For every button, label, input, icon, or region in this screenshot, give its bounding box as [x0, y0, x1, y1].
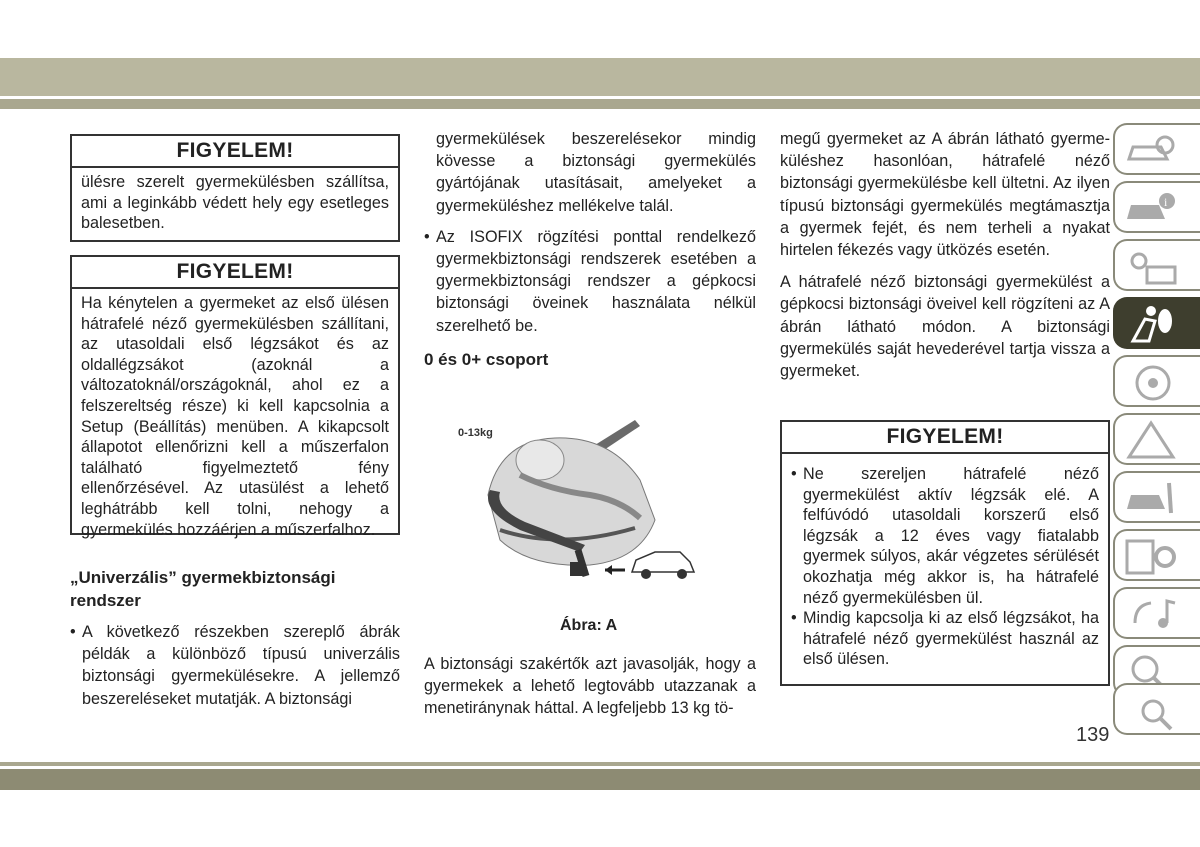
infant-seat-figure	[440, 400, 758, 600]
footer-line	[0, 762, 1200, 766]
tab-airbag-seat[interactable]	[1113, 297, 1200, 349]
header-band	[0, 58, 1200, 96]
tab-index[interactable]	[1113, 683, 1200, 735]
figure-caption: Ábra: A	[560, 617, 618, 634]
tab-multimedia[interactable]	[1113, 587, 1200, 639]
svg-text:i: i	[1164, 195, 1168, 209]
paragraph: A hátrafelé néző biztonsági gyermekülést a gépkocsi biztonsági öveivel kell rögzíteni az A ábrán látható módon. A biztonsági gyermekülés saját hevederével tartja vissza a gyermeket.	[780, 273, 1110, 381]
figure-weight-label: 0-13kg	[458, 427, 493, 439]
warning-text: Ha kénytelen a gyermeket az első ülésen hátrafelé néző gyermekülésben szállítani, az utasoldali első légzsákot és az oldallégzsákot (azoknál a változatoknál/országoknál, ahol ez a felszereltség része) ki kell kapcsolnia a Setup (Beállítás) menüben. A kikapcsolt állapotot ellenőrizni kell a műszerfalon található figyelmeztető fény ellenőrzésével. Az utasülést a lehető leghátrább kell tolni, nehogy a gyermekülés hozzáérjen a műszerfalhoz.	[81, 294, 389, 539]
car-info-icon	[1121, 187, 1181, 229]
multimedia-icon	[1121, 593, 1181, 635]
warning-title: FIGYELEM!	[72, 136, 398, 168]
tab-car-info[interactable]	[1113, 181, 1200, 233]
car-search-icon	[1121, 129, 1181, 171]
warning-text: ülésre szerelt gyermekülésben szállítsa, ami a leginkább védett hely egy esetleges balesetben.	[81, 173, 389, 233]
right-column-text	[780, 128, 1110, 382]
header-line	[0, 99, 1200, 109]
section-heading: 0 és 0+ csoport	[424, 349, 549, 369]
warning-lights-mail-icon	[1121, 245, 1181, 287]
middle-column-text	[424, 128, 756, 371]
footer-band	[0, 769, 1200, 790]
warning-box-3	[780, 420, 1110, 686]
specs-gear-icon	[1121, 535, 1181, 577]
tab-steering[interactable]	[1113, 355, 1200, 407]
section-heading: „Univerzális” gyermekbiztonsági rendszer	[70, 568, 336, 610]
warning-title: FIGYELEM!	[782, 422, 1108, 454]
paragraph: gyermekülések beszerelésekor mindig kövesse a biztonsági gyermekülés gyártójának utasításait, amelyeket a gyermeküléshez mellékelve talál.	[436, 130, 756, 215]
index-az-icon	[1121, 689, 1181, 731]
warning-title: FIGYELEM!	[72, 257, 398, 289]
list-item: • Ne szereljen hátrafelé néző gyermekülést aktív légzsák elé. A felfúvódó utasoldali korszerű első légzsák a 12 éves vagy fiatalabb gyermek súlyos, akár végzetes sérülését okozhatja még akkor is, ha hátrafelé néző gyermekülésben ül.	[791, 464, 1099, 608]
steering-wheel-icon	[1121, 361, 1181, 403]
car-service-icon	[1121, 477, 1181, 519]
list-item: • A következő részekben szereplő ábrák példák a különböző típusú univerzális biztonsági gyermekülésekre. A jellemző beszereléseket mutatják. A biztonsági	[70, 621, 400, 710]
middle-column-text-2	[424, 653, 756, 720]
warning-text	[782, 454, 1108, 676]
left-column-text	[70, 566, 400, 710]
warning-box-1	[70, 134, 400, 242]
list-item: • Mindig kapcsolja ki az első légzsákot, ha hátrafelé néző gyermekülést használ az első ülésen.	[791, 608, 1099, 670]
list-item: • Az ISOFIX rögzítési ponttal rendelkező gyermekbiztonsági rendszerek esetében a gyermekbiztonsági rendszer a gépkocsi biztonsági öveinek használata nélkül szerelhető be.	[424, 226, 756, 337]
page-number: 139	[1076, 724, 1110, 746]
tab-roadside[interactable]	[1113, 413, 1200, 465]
roadside-warning-icon	[1121, 419, 1181, 461]
tab-warning-lights[interactable]	[1113, 239, 1200, 291]
warning-box-2	[70, 255, 400, 539]
tab-car-search[interactable]	[1113, 123, 1200, 175]
paragraph: megű gyermeket az A ábrán látható gyermeküléshez hasonlóan, hátrafelé néző biztonsági gyermekülésbe kell ültetni. Az ilyen típusú biztonsági gyermekülés megtámasztja a gyermek fejét, és nem terheli a nyakat hirtelen fékezés vagy ütközés esetén.	[780, 130, 1110, 260]
airbag-seat-icon	[1121, 303, 1181, 345]
tab-specs[interactable]	[1113, 529, 1200, 581]
paragraph: A biztonsági szakértők azt javasolják, hogy a gyermekek a lehető legtovább utazzanak a menetiránynak háttal. A legfeljebb 13 kg tö-	[424, 655, 756, 718]
tab-service[interactable]	[1113, 471, 1200, 523]
